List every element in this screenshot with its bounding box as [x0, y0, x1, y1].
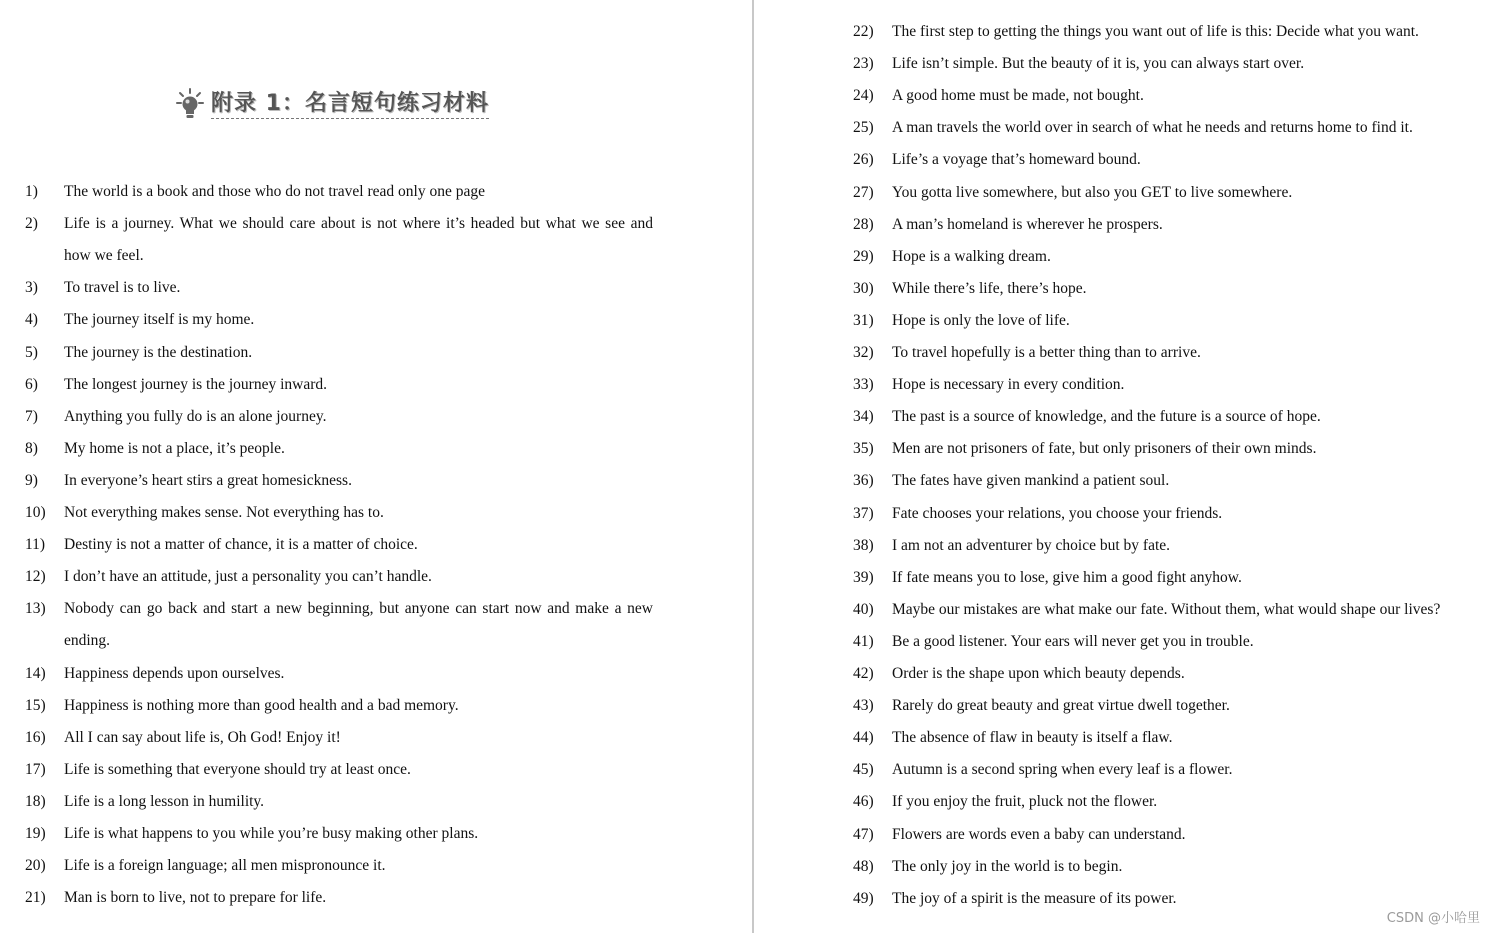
list-item — [853, 786, 1496, 818]
item-number: 49) — [853, 889, 874, 907]
list-item — [853, 754, 1496, 786]
list-item — [25, 786, 725, 818]
item-number: 1) — [25, 183, 38, 200]
item-text: Destiny is not a matter of chance, it is a matter of choice. — [64, 536, 418, 554]
item-text: Fate chooses your relations, you choose your friends. — [892, 504, 1223, 522]
list-item — [853, 144, 1496, 176]
item-text: Life is a long lesson in humility. — [64, 792, 265, 810]
item-number: 37) — [853, 504, 874, 522]
list-item — [853, 851, 1496, 883]
item-number: 34) — [853, 408, 874, 426]
item-number: 28) — [853, 215, 874, 233]
item-number: 32) — [853, 344, 874, 361]
item-text: The past is a source of knowledge, and the future is a source of hope. — [892, 408, 1321, 426]
item-number: 40) — [853, 600, 874, 618]
list-item — [25, 369, 725, 401]
item-number: 16) — [25, 728, 46, 746]
list-item — [853, 16, 1496, 48]
item-text: To travel is to live. — [64, 279, 181, 297]
watermark: CSDN @小哈里 — [1386, 911, 1480, 926]
item-text: Man is born to live, not to prepare for life. — [64, 889, 327, 907]
item-number: 31) — [853, 311, 874, 329]
list-item — [853, 658, 1496, 690]
item-number: 4) — [25, 311, 38, 329]
list-item — [853, 465, 1496, 497]
item-number: 13) — [25, 600, 46, 618]
item-text: Autumn is a second spring when every leaf is a flower. — [892, 761, 1233, 779]
item-text: Life isn’t simple. But the beauty of it is, you can always start over. — [892, 55, 1305, 73]
item-text: Rarely do great beauty and great virtue dwell together. — [892, 697, 1230, 715]
list-item — [853, 241, 1496, 273]
item-number: 9) — [25, 471, 38, 489]
item-number: 6) — [25, 375, 38, 393]
item-number: 47) — [853, 825, 874, 843]
list-item — [853, 369, 1496, 401]
item-text: Life is what happens to you while you’re busy making other plans. — [64, 825, 479, 842]
item-number: 14) — [25, 664, 46, 682]
list-item — [25, 529, 725, 561]
item-number: 5) — [25, 343, 38, 361]
item-number: 48) — [853, 857, 874, 875]
item-text: My home is not a place, it’s people. — [64, 439, 285, 457]
list-item — [25, 818, 725, 850]
item-number: 41) — [853, 632, 874, 650]
list-item — [853, 722, 1496, 754]
item-text: The world is a book and those who do not travel read only one page — [64, 183, 485, 200]
item-text: If fate means you to lose, give him a good fight anyhow. — [892, 568, 1242, 586]
item-number: 35) — [853, 440, 874, 458]
item-number: 2) — [25, 215, 38, 233]
item-text: The absence of flaw in beauty is itself a flaw. — [892, 729, 1173, 747]
item-text: The first step to getting the things you want out of life is this: Decide what you want. — [892, 23, 1419, 40]
item-text: The journey itself is my home. — [64, 311, 255, 329]
list-item — [25, 658, 725, 690]
item-text: While there’s life, there’s hope. — [892, 279, 1087, 297]
item-number: 3) — [25, 279, 38, 297]
list-item — [25, 561, 725, 593]
list-item — [853, 80, 1496, 112]
item-number: 43) — [853, 697, 874, 715]
item-text: Anything you fully do is an alone journey. — [64, 407, 327, 425]
item-number: 15) — [25, 696, 46, 714]
item-number: 24) — [853, 87, 874, 105]
item-number: 20) — [25, 857, 46, 875]
item-number: 26) — [853, 151, 874, 169]
item-text: Life is a journey. What we should care about is not where it’s headed but what we see and — [64, 215, 653, 233]
item-number: 10) — [25, 504, 46, 521]
item-text: Be a good listener. Your ears will never get you in trouble. — [892, 632, 1254, 650]
list-item — [853, 273, 1496, 305]
list-item — [25, 272, 725, 304]
item-number: 45) — [853, 761, 874, 779]
item-number: 38) — [853, 536, 874, 554]
item-text: In everyone’s heart stirs a great homesickness. — [64, 471, 352, 489]
item-text: Life is a foreign language; all men mispronounce it. — [64, 857, 386, 875]
item-text: Nobody can go back and start a new beginning, but anyone can start now and make a new — [64, 600, 653, 618]
item-text: Life is something that everyone should try at least once. — [64, 760, 411, 778]
item-text-continued: how we feel. — [64, 247, 144, 265]
page-title: 附录 1：名言短句练习材料 — [211, 90, 489, 119]
list-item — [853, 305, 1496, 337]
item-text: The longest journey is the journey inward. — [64, 375, 328, 393]
item-text: Maybe our mistakes are what make our fate. Without them, what would shape our lives? — [892, 600, 1441, 618]
list-item — [853, 498, 1496, 530]
item-text: The journey is the destination. — [64, 343, 253, 361]
list-item — [25, 593, 725, 625]
item-text: Happiness is nothing more than good health and a bad memory. — [64, 696, 459, 714]
item-number: 22) — [853, 23, 874, 40]
list-item — [25, 304, 725, 336]
list-item — [25, 433, 725, 465]
list-item — [25, 208, 725, 240]
list-item — [25, 176, 725, 208]
item-number: 8) — [25, 439, 38, 457]
item-text: I don’t have an attitude, just a personality you can’t handle. — [64, 568, 432, 586]
list-item — [853, 337, 1496, 369]
item-number: 18) — [25, 792, 46, 810]
item-text: Hope is necessary in every condition. — [892, 376, 1125, 394]
item-number: 17) — [25, 760, 46, 778]
list-item — [25, 850, 725, 882]
item-text: All I can say about life is, Oh God! Enjoy it! — [64, 728, 341, 746]
item-text: Flowers are words even a baby can understand. — [892, 825, 1186, 843]
item-number: 46) — [853, 793, 874, 811]
list-item — [853, 594, 1496, 626]
item-number: 12) — [25, 568, 46, 586]
item-number: 33) — [853, 376, 874, 394]
list-item — [25, 401, 725, 433]
list-item — [25, 337, 725, 369]
item-number: 29) — [853, 247, 874, 265]
item-text: The joy of a spirit is the measure of its power. — [892, 889, 1177, 907]
item-number: 36) — [853, 472, 874, 490]
item-text: A man’s homeland is wherever he prospers. — [892, 215, 1163, 233]
right-page — [754, 0, 1496, 933]
item-number: 7) — [25, 407, 38, 425]
list-item — [25, 882, 725, 914]
item-text: Hope is a walking dream. — [892, 247, 1051, 265]
item-text: Happiness depends upon ourselves. — [64, 664, 285, 682]
lightbulb-icon — [175, 86, 209, 122]
item-number: 39) — [853, 568, 874, 586]
item-text: Life’s a voyage that’s homeward bound. — [892, 151, 1141, 169]
item-text: You gotta live somewhere, but also you GET to live somewhere. — [892, 183, 1293, 201]
item-number: 42) — [853, 665, 874, 682]
item-text: Not everything makes sense. Not everything has to. — [64, 504, 384, 521]
item-number: 44) — [853, 729, 874, 747]
list-item — [853, 209, 1496, 241]
list-item — [853, 401, 1496, 433]
item-number: 25) — [853, 119, 874, 137]
item-text: I am not an adventurer by choice but by fate. — [892, 536, 1171, 554]
item-text: To travel hopefully is a better thing than to arrive. — [892, 344, 1201, 361]
list-item — [853, 626, 1496, 658]
item-text: The fates have given mankind a patient soul. — [892, 472, 1170, 490]
list-item — [25, 722, 725, 754]
list-item — [25, 754, 725, 786]
item-number: 30) — [853, 279, 874, 297]
item-text: Men are not prisoners of fate, but only prisoners of their own minds. — [892, 440, 1317, 458]
list-item — [853, 819, 1496, 851]
item-text-continued: ending. — [64, 632, 111, 650]
item-text: A man travels the world over in search of what he needs and returns home to find it. — [892, 119, 1413, 137]
list-item — [853, 112, 1496, 144]
item-text: The only joy in the world is to begin. — [892, 857, 1123, 875]
item-number: 27) — [853, 183, 874, 201]
list-item — [853, 433, 1496, 465]
list-item — [25, 465, 725, 497]
list-item — [853, 562, 1496, 594]
list-item — [25, 497, 725, 529]
list-item — [853, 690, 1496, 722]
item-text: If you enjoy the fruit, pluck not the flower. — [892, 793, 1158, 811]
list-item — [853, 177, 1496, 209]
item-number: 11) — [25, 536, 46, 554]
item-number: 19) — [25, 825, 46, 842]
list-item — [853, 530, 1496, 562]
item-number: 23) — [853, 55, 874, 73]
item-text: Order is the shape upon which beauty depends. — [892, 665, 1185, 682]
item-text: Hope is only the love of life. — [892, 311, 1070, 329]
list-item — [853, 48, 1496, 80]
list-item — [25, 690, 725, 722]
item-text: A good home must be made, not bought. — [892, 87, 1144, 105]
item-number: 21) — [25, 889, 46, 907]
appendix-title — [175, 86, 489, 122]
